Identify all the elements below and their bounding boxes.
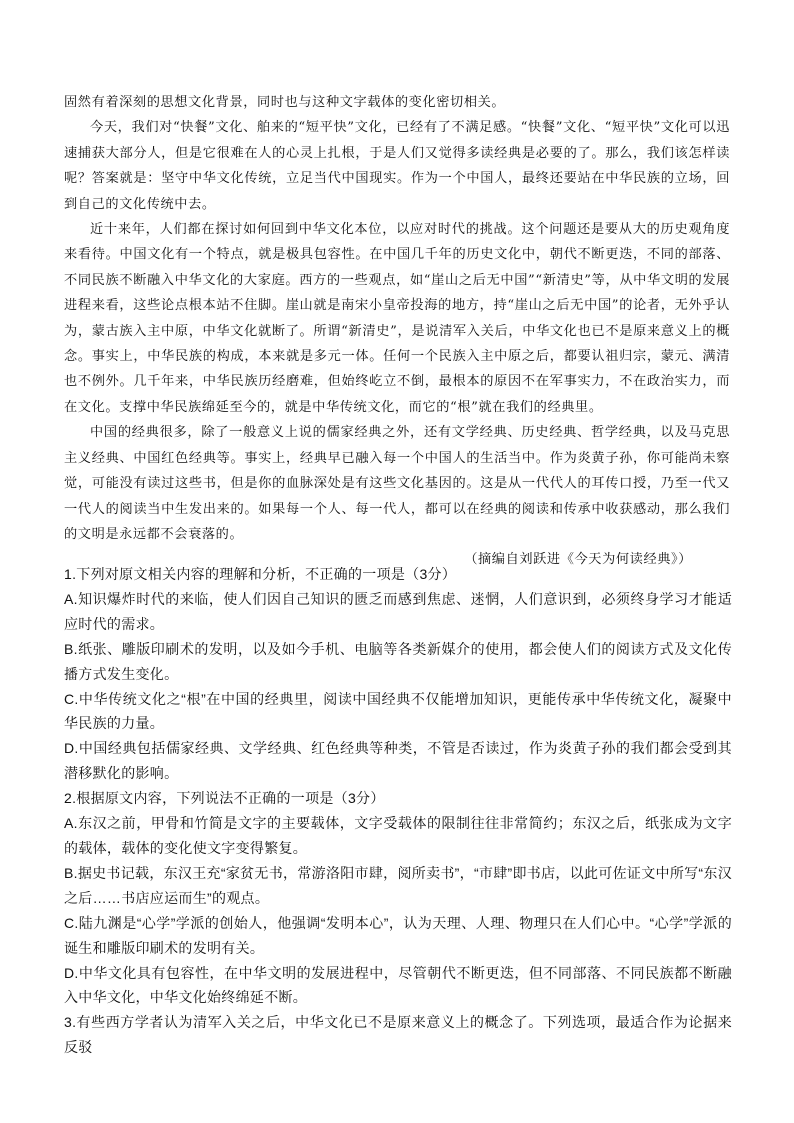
answer-option: C.中华传统文化之“根”在中国的经典里，阅读中国经典不仅能增加知识，更能传承中华传统文化，凝聚中华民族的力量。 — [64, 690, 732, 732]
answer-option: D.中华文化具有包容性，在中华文明的发展进程中，尽管朝代不断更迭，但不同部落、不同民族都不断融入中华文化，中华文化始终绵延不断。 — [64, 964, 732, 1006]
passage-paragraph: 近十来年，人们都在探讨如何回到中华文化本位，以应对时代的挑战。这个问题还是要从大的历史观角度来看待。中国文化有一个特点，就是极具包容性。在中国几千年的历史文化中，朝代不断更迭，不同的部落、不同民族不断融入中华文化的大家庭。西方的一些观点，如“崖山之后无中国”“新清史”等，从中华文明的发展进程来看，这些论点根本站不住脚。崖山就是南宋小皇帝投海的地方，持“崖山之后无中国”的论者，无外乎认为，蒙古族入主中原，中华文化就断了。所谓“新清史”，是说清军入关后，中华文化也已不是原来意义上的概念。事实上，中华民族的构成，本来就是多元一体。任何一个民族入主中原之后，都要认祖归宗，蒙元、满清也不例外。几千年来，中华民族历经磨难，但始终屹立不倒，最根本的原因不在军事实力，不在政治实力，而在文化。支撑中华民族绵延至今的，就是中华传统文化，而它的“根”就在我们的经典里。 — [64, 222, 730, 415]
passage-paragraph: 固然有着深刻的思想文化背景，同时也与这种文字载体的变化密切相关。 — [64, 95, 506, 110]
passage-citation: （摘编自刘跃进《今天为何读经典》） — [464, 552, 692, 568]
answer-option: C.陆九渊是“心学”学派的创始人，他强调“发明本心”，认为天理、人理、物理只在人们心中。“心学”学派的诞生和雕版印刷术的发明有关。 — [64, 914, 732, 956]
question-stem: 2.根据原文内容，下列说法不正确的一项是（3分） — [64, 790, 385, 807]
answer-option: A.东汉之前，甲骨和竹简是文字的主要载体，文字受载体的限制往往非常简约；东汉之后，纸张成为文字的载体，载体的变化使文字变得繁复。 — [64, 815, 732, 856]
answer-option: D.中国经典包括儒家经典、文学经典、红色经典等种类，不管是否读过，作为炎黄子孙的我们都会受到其潜移默化的影响。 — [64, 740, 732, 782]
answer-option: A.知识爆炸时代的来临，使人们因自己知识的匮乏而感到焦虑、迷惘，人们意识到，必须终身学习才能适应时代的需求。 — [64, 590, 732, 632]
answer-option: B.据史书记载，东汉王充“家贫无书，常游洛阳市肆，阅所卖书”，“市肆”即书店，以此可佐证文中所写“东汉之后……书店应运而生”的观点。 — [64, 864, 732, 906]
passage-paragraph: 中国的经典很多，除了一般意义上说的儒家经典之外，还有文学经典、历史经典、哲学经典，以及马克思主义经典、中国红色经典等。事实上，经典早已融入每一个中国人的生活当中。作为炎黄子孙，你可能尚未察觉，可能没有读过这些书，但是你的血脉深处是有这些文化基因的。这是从一代代人的耳传口授，乃至一代又一代人的阅读当中生发出来的。如果每一个人、每一代人，都可以在经典的阅读和传承中收获感动，那么我们的文明是永远都不会衰落的。 — [64, 425, 730, 542]
question-section — [64, 562, 732, 1060]
passage-paragraph: 今天，我们对“快餐”文化、舶来的“短平快”文化，已经有了不满足感。“快餐”文化、“短平快”文化可以迅速捕获大部分人，但是它很难在人的心灵上扎根，于是人们又觉得多读经典是必要的了。那么，我们该怎样读呢？答案就是：坚守中华文化传统，立足当代中国现实。作为一个中国人，最终还要站在中华民族的立场，回到自己的文化传统中去。 — [64, 120, 730, 212]
answer-option: B.纸张、雕版印刷术的发明，以及如今手机、电脑等各类新媒介的使用，都会使人们的阅读方式及文化传播方式发生变化。 — [64, 640, 732, 682]
question-stem: 3.有些西方学者认为清军入关之后，中华文化已不是原来意义上的概念了。下列选项，最适合作为论据来反驳 — [64, 1014, 732, 1056]
reading-passage — [64, 90, 730, 573]
question-stem: 1.下列对原文相关内容的理解和分析，不正确的一项是（3分） — [64, 566, 457, 582]
